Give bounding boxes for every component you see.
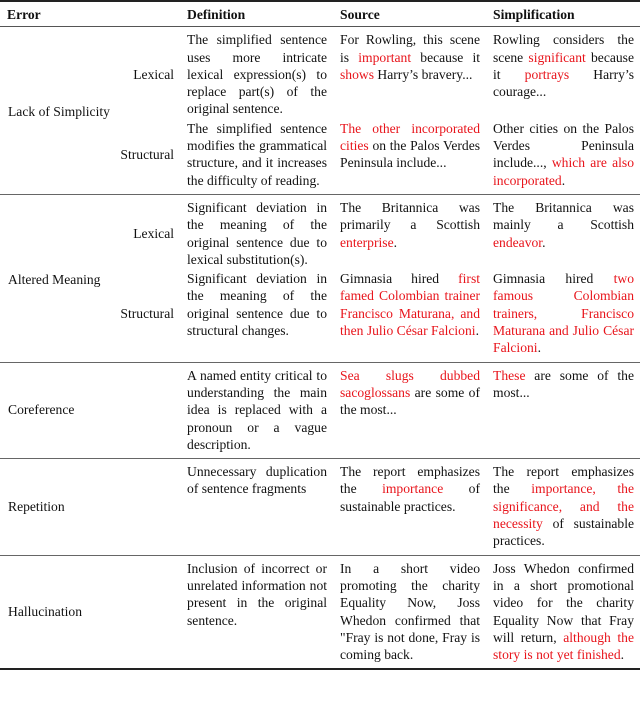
highlighted-text: Sea slugs dubbed sacoglossans (340, 367, 481, 400)
simplification-cell (486, 269, 640, 362)
plain-text: because it (411, 49, 481, 65)
highlighted-text: significant (528, 49, 586, 65)
plain-text: on the Palos Verdes Peninsula include... (340, 138, 481, 171)
highlighted-text: importance, the significance, and the necessity (493, 481, 635, 532)
source-cell (333, 459, 486, 555)
highlighted-text: which are also incorporated (493, 155, 634, 188)
error-type: Repetition (8, 498, 65, 514)
plain-text: of sustainable practices. (340, 481, 481, 514)
table-row (0, 362, 640, 458)
error-subtype: Structural (120, 146, 175, 162)
plain-text: . (542, 234, 546, 250)
header-definition: Definition (187, 7, 246, 22)
plain-text: Gimnasia hired (340, 271, 459, 287)
header-error: Error (7, 7, 41, 22)
highlighted-text: These (493, 367, 526, 383)
error-type: Hallucination (8, 603, 82, 619)
table-row (0, 555, 640, 669)
table-row (0, 459, 640, 555)
source-cell (333, 119, 486, 195)
table-body (0, 27, 640, 670)
plain-text: . (393, 234, 398, 250)
plain-text: The Britannica was mainly a Scottish (493, 199, 635, 233)
plain-text: Gimnasia hired (493, 271, 614, 287)
highlighted-text: two famous Colombian trainers, Francisco Maturana and Julio César Falcioni (493, 271, 635, 356)
highlighted-text: first famed Colombian trainer Francisco Maturana, and then Julio César Falcioni (340, 271, 481, 339)
plain-text: Harry’s courage... (493, 66, 635, 100)
error-type: Coreference (8, 402, 75, 418)
source-cell (333, 555, 486, 669)
definition-cell: Significant deviation in the meaning of the original sentence due to structural changes. (187, 271, 328, 339)
plain-text: The report emphasizes the (340, 464, 481, 497)
definition-cell: The simplified sentence modifies the grammatical structure, and it increases the difficulty of reading. (187, 120, 328, 188)
error-subtype: Structural (120, 305, 175, 321)
highlighted-text: enterprise (340, 234, 394, 250)
plain-text: . (561, 172, 566, 188)
highlighted-text: important (358, 49, 412, 65)
highlighted-text: portrays (524, 66, 570, 82)
table-row (0, 194, 640, 269)
simplification-cell (486, 555, 640, 669)
highlighted-text: endeavor (493, 234, 543, 250)
plain-text: Joss Whedon confirmed in a short promotional video for the charity Equality Now that Fray will return, (493, 560, 635, 645)
error-subtype: Lexical (133, 66, 175, 82)
simplification-cell (486, 119, 640, 195)
simplification-cell (486, 459, 640, 555)
plain-text: Other cities on the Palos Verdes Peninsula include..., (493, 120, 635, 171)
definition-cell: A named entity critical to understanding the main idea is replaced with a pronoun or a vague description. (187, 367, 328, 452)
highlighted-text: although the story is not yet finished (493, 629, 635, 663)
table-row (0, 27, 640, 119)
highlighted-text: importance (382, 481, 444, 497)
plain-text: . (537, 340, 541, 356)
error-type: Lack of Simplicity (8, 104, 110, 120)
definition-cell: The simplified sentence uses more intricate lexical expression(s) to replace part(s) of the original sentence. (187, 32, 328, 117)
plain-text: . (620, 647, 625, 663)
header-row (0, 1, 640, 27)
plain-text: because it (493, 49, 635, 82)
plain-text: For Rowling, this scene is (340, 32, 481, 65)
header-source: Source (340, 7, 380, 22)
error-subtype: Lexical (133, 225, 175, 241)
plain-text: The Britannica was primarily a Scottish (340, 199, 481, 233)
source-cell (333, 27, 486, 119)
definition-cell: Inclusion of incorrect or unrelated information not present in the original sentence. (187, 560, 328, 628)
error-type: Altered Meaning (8, 272, 101, 288)
plain-text: The report emphasizes the (493, 464, 635, 497)
simplification-cell (486, 362, 640, 458)
header-simplification: Simplification (493, 7, 575, 22)
plain-text: Rowling considers the scene (493, 32, 635, 65)
plain-text: . (475, 323, 479, 339)
plain-text: In a short video promoting the charity Equality Now, Joss Whedon confirmed that "Fray is not done, Fray is coming back. (340, 560, 481, 663)
plain-text: of sustainable practices. (493, 516, 635, 549)
definition-cell: Significant deviation in the meaning of the original sentence due to lexical substitution(s). (187, 199, 328, 267)
plain-text: are some of the most... (493, 367, 635, 400)
source-cell (333, 362, 486, 458)
simplification-cell (486, 27, 640, 119)
simplification-cell (486, 194, 640, 269)
plain-text: are some of the most... (340, 384, 481, 418)
definition-cell: Unnecessary duplication of sentence fragments (187, 464, 328, 497)
highlighted-text: The other incorporated cities (340, 120, 481, 154)
source-cell (333, 194, 486, 269)
plain-text: Harry’s bravery... (374, 66, 473, 82)
source-cell (333, 269, 486, 362)
highlighted-text: shows (340, 66, 375, 82)
